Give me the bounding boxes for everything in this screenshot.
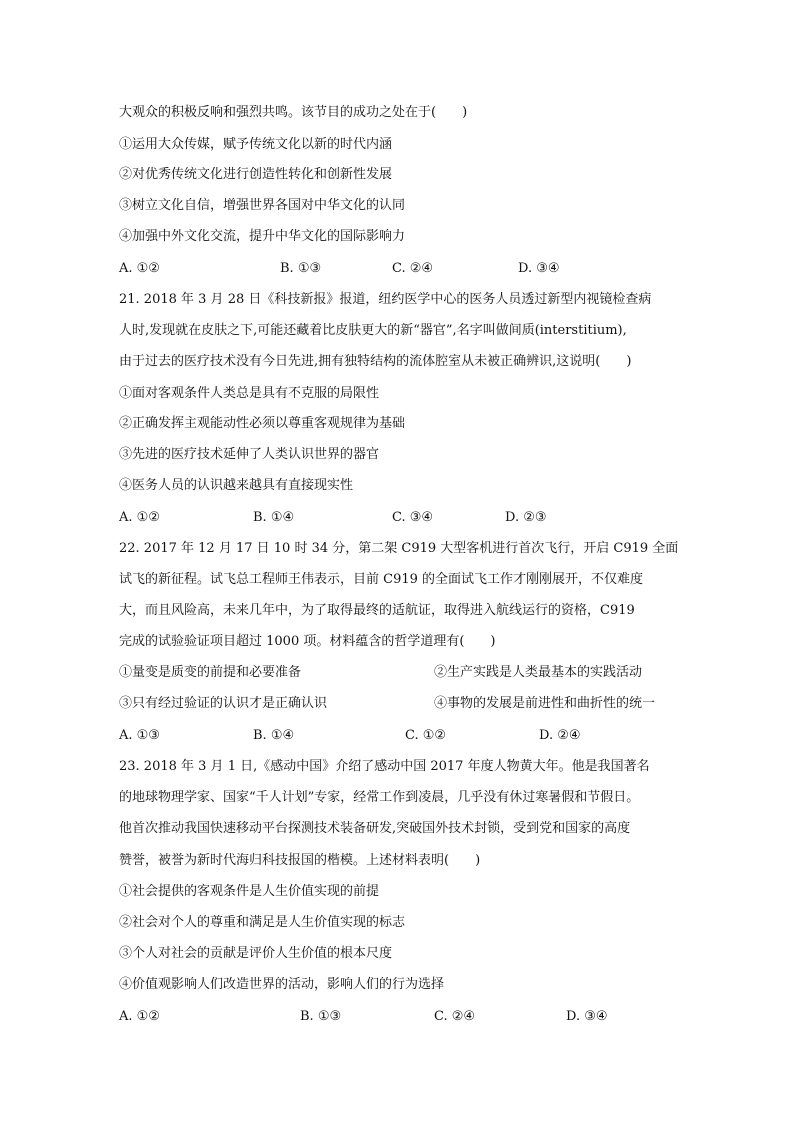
q23-option-d: D. ③④ [566,1009,608,1024]
q21-stem-line-1: 21. 2018 年 3 月 28 日《科技新报》报道，纽约医学中心的医务人员透过新型内视镜检查病 [119,292,652,307]
q22-item-3: ③只有经过验证的认识才是正确认识 [119,696,328,711]
q23-option-a: A. ①② [119,1009,160,1024]
q22-option-c: C. ①② [405,728,447,743]
q22-item-1: ①量变是质变的前提和必要准备 [119,665,302,680]
q21-item-1: ①面对客观条件人类总是具有不克服的局限性 [119,386,380,401]
q20-item-2: ②对优秀传统文化进行创造性转化和创新性发展 [119,167,393,182]
q20-option-d: D. ③④ [518,261,560,276]
q23-stem-line-2: 的地球物理学家、国家“千人计划”专家，经常工作到凌晨，几乎没有休过寒暑假和节假日。 [119,790,640,805]
q23-stem-line-4: 赞誉，被誉为新时代海归科技报国的楷模。上述材料表明( ) [119,853,481,868]
q20-option-a: A. ①② [119,261,160,276]
q20-option-b: B. ①③ [280,261,322,276]
q23-item-4: ④价值观影响人们改造世界的活动，影响人们的行为选择 [119,977,445,992]
q22-stem-line-2: 试飞的新征程。试飞总工程师王伟表示，目前 C919 的全面试飞工作才刚刚展开，不仅难度 [119,572,644,587]
q22-option-a: A. ①③ [119,728,160,743]
q20-stem-tail: 大观众的积极反响和强烈共鸣。该节目的成功之处在于( ) [119,105,468,120]
q21-option-c: C. ③④ [392,510,434,525]
q22-item-4: ④事物的发展是前进性和曲折性的统一 [434,696,656,711]
q21-option-d: D. ②③ [505,510,547,525]
q21-stem-line-2: 人时,发现就在皮肤之下,可能还藏着比皮肤更大的新“器官”,名字叫做间质(interstitium), [119,323,627,338]
q21-option-a: A. ①② [119,510,160,525]
q22-stem-line-4: 完成的试验验证项目超过 1000 项。材料蕴含的哲学道理有( ) [119,634,496,649]
q22-stem-line-3: 大，而且风险高，未来几年中，为了取得最终的适航证，取得进入航线运行的资格，C919 [119,603,635,618]
q21-stem-line-3: 由于过去的医疗技术没有今日先进,拥有独特结构的流体腔室从未被正确辨识,这说明( ) [119,354,632,369]
q20-item-3: ③树立文化自信，增强世界各国对中华文化的认同 [119,198,406,213]
q20-option-c: C. ②④ [392,261,434,276]
q23-stem-line-1: 23. 2018 年 3 月 1 日,《感动中国》介绍了感动中国 2017 年度人物黄大年。他是我国著名 [119,759,650,774]
q22-option-d: D. ②④ [539,728,581,743]
q23-item-3: ③个人对社会的贡献是评价人生价值的根本尺度 [119,946,393,961]
q21-option-b: B. ①④ [253,510,295,525]
q22-stem-line-1: 22. 2017 年 12 月 17 日 10 时 34 分，第二架 C919 大型客机进行首次飞行，开启 C919 全面 [119,541,679,556]
q21-item-4: ④医务人员的认识越来越具有直接现实性 [119,478,354,493]
q22-option-b: B. ①④ [253,728,295,743]
q23-stem-line-3: 他首次推动我国快速移动平台探测技术装备研发,突破国外技术封锁，受到党和国家的高度 [119,821,631,836]
q23-option-c: C. ②④ [434,1009,476,1024]
q21-item-2: ②正确发挥主观能动性必须以尊重客观规律为基础 [119,416,406,431]
q23-item-1: ①社会提供的客观条件是人生价值实现的前提 [119,884,380,899]
q22-item-2: ②生产实践是人类最基本的实践活动 [434,665,643,680]
q23-item-2: ②社会对个人的尊重和满足是人生价值实现的标志 [119,915,406,930]
q23-option-b: B. ①③ [300,1009,342,1024]
q20-item-4: ④加强中外文化交流，提升中华文化的国际影响力 [119,229,406,244]
q21-item-3: ③先进的医疗技术延伸了人类认识世界的器官 [119,447,380,462]
q20-item-1: ①运用大众传媒，赋予传统文化以新的时代内涵 [119,137,393,152]
